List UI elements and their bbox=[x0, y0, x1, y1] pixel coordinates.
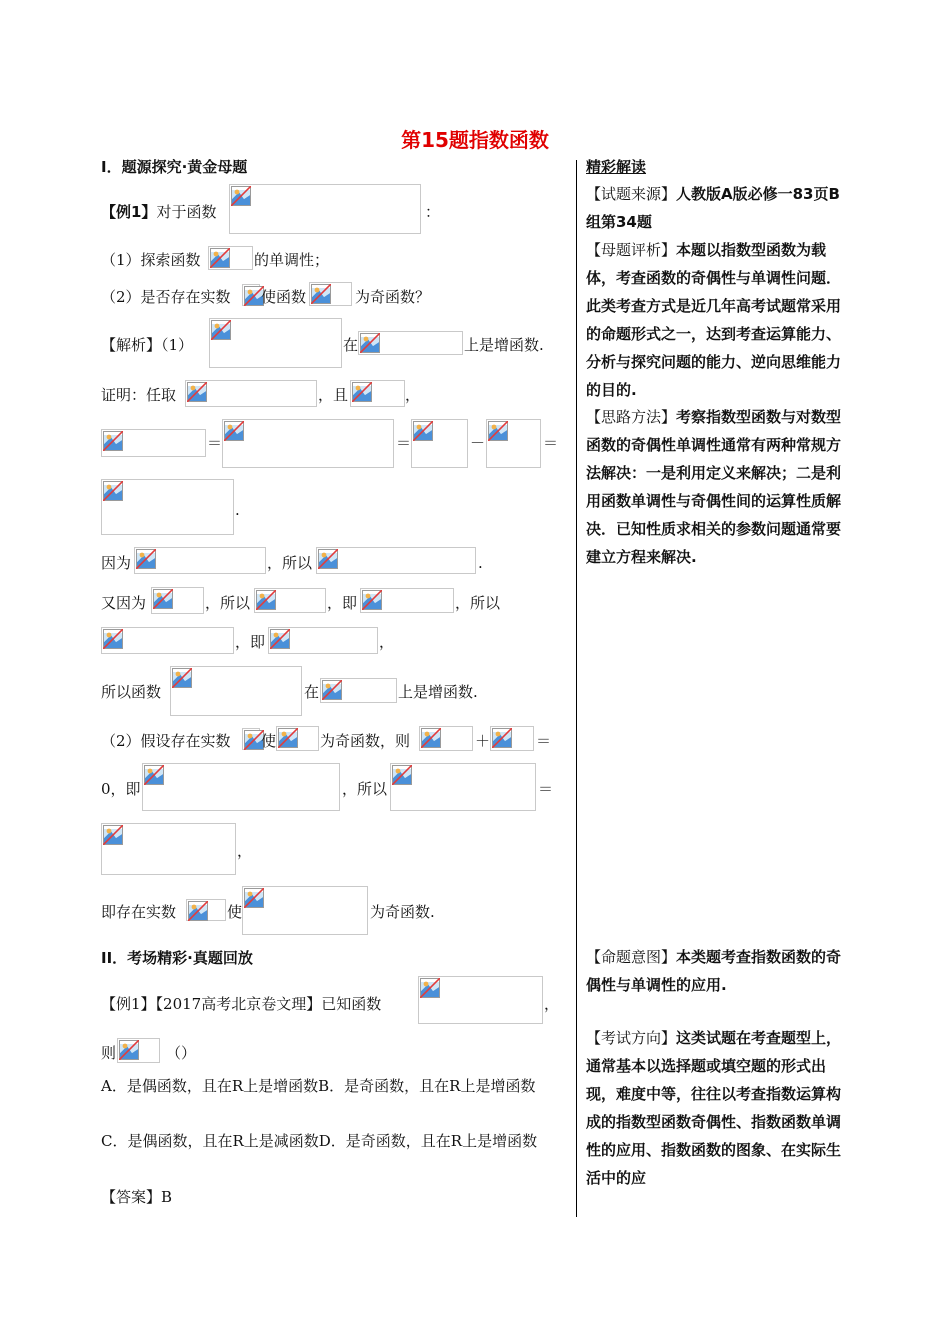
broken-image-icon bbox=[392, 765, 412, 785]
formula-image bbox=[101, 429, 206, 457]
broken-image-icon bbox=[103, 431, 123, 451]
formula-image bbox=[390, 763, 536, 811]
formula-image bbox=[170, 666, 302, 716]
ie2: ，即 bbox=[235, 633, 266, 651]
source-text: 人教版A版必修一83页B组第34题 bbox=[586, 185, 840, 231]
so2: ，所以 bbox=[455, 594, 501, 612]
so: ，所以 bbox=[267, 554, 313, 572]
broken-image-icon bbox=[360, 333, 380, 353]
q2-post: 为奇函数？ bbox=[355, 288, 431, 306]
formula-image bbox=[101, 479, 234, 535]
solution-part1: （1） bbox=[161, 336, 194, 354]
broken-image-icon bbox=[256, 590, 276, 610]
formula-image bbox=[242, 886, 368, 935]
q1-pre: （1）探索函数 bbox=[101, 251, 201, 269]
broken-image-icon bbox=[278, 728, 298, 748]
broken-image-icon bbox=[103, 481, 123, 501]
exists-pre: 即存在实数 bbox=[101, 903, 177, 921]
ie: ，即 bbox=[327, 594, 358, 612]
formula-image bbox=[186, 899, 226, 921]
source-tag: 【试题来源】 bbox=[586, 185, 677, 203]
section2-heading: II．考场精彩·真题回放 bbox=[101, 949, 253, 967]
broken-image-icon bbox=[136, 549, 156, 569]
formula-image bbox=[208, 246, 253, 270]
formula-image bbox=[360, 588, 454, 613]
colon: ： bbox=[425, 203, 441, 221]
options-cd: C．是偶函数，且在R上是减函数D．是奇函数，且在R上是增函数 bbox=[101, 1132, 538, 1150]
broken-image-icon bbox=[231, 186, 251, 206]
formula-image bbox=[254, 588, 326, 613]
formula-image bbox=[309, 282, 352, 306]
equals-sign: ＝ bbox=[207, 434, 223, 452]
formula-image bbox=[490, 726, 534, 751]
formula-image bbox=[316, 547, 476, 574]
options-ab: A．是偶函数，且在R上是增函数B．是奇函数，且在R上是增函数 bbox=[101, 1077, 536, 1095]
sol-increasing: 上是增函数. bbox=[464, 336, 544, 354]
broken-image-icon bbox=[362, 590, 382, 610]
formula-image bbox=[350, 380, 405, 407]
proof-and: ，且 bbox=[318, 386, 349, 404]
example-label: 【例1】 bbox=[101, 203, 157, 221]
sidebar-analysis bbox=[586, 236, 846, 404]
broken-image-icon bbox=[103, 629, 123, 649]
exists-post: 为奇函数. bbox=[370, 903, 435, 921]
example-intro: 对于函数 bbox=[156, 203, 217, 221]
formula-image bbox=[222, 419, 394, 468]
formula-image bbox=[242, 728, 260, 750]
example2-source: 【2017高考北京卷文理】已知函数 bbox=[155, 995, 382, 1013]
q1-post: 的单调性； bbox=[254, 251, 330, 269]
then: 则 bbox=[101, 1044, 117, 1062]
formula-image bbox=[101, 823, 236, 875]
method-tag: 【思路方法】 bbox=[586, 408, 677, 426]
column-divider bbox=[576, 160, 577, 1217]
comma: ， bbox=[379, 633, 395, 651]
answer: 【答案】B bbox=[101, 1188, 173, 1206]
section1-heading: I．题源探究·黄金母题 bbox=[101, 158, 248, 176]
broken-image-icon bbox=[352, 382, 372, 402]
formula-image bbox=[151, 587, 204, 614]
broken-image-icon bbox=[103, 825, 123, 845]
comma: ， bbox=[544, 995, 560, 1013]
example2-label: 【例1】 bbox=[101, 995, 156, 1013]
broken-image-icon bbox=[311, 284, 331, 304]
part2-odd: 为奇函数，则 bbox=[320, 732, 411, 750]
part2-pre: （2）假设存在实数 bbox=[101, 732, 231, 750]
exists-make: 使 bbox=[227, 903, 243, 921]
formula-image bbox=[209, 318, 342, 368]
sol-at: 在 bbox=[343, 336, 359, 354]
equals-sign: ＝ bbox=[543, 434, 559, 452]
page-title: 第15题指数函数 bbox=[401, 128, 549, 152]
so3: ，所以 bbox=[342, 780, 388, 798]
formula-image bbox=[486, 419, 541, 468]
sidebar-direction bbox=[586, 1024, 846, 1192]
because: 因为 bbox=[101, 554, 132, 572]
broken-image-icon bbox=[224, 421, 244, 441]
formula-image bbox=[358, 331, 463, 355]
broken-image-icon bbox=[211, 320, 231, 340]
sidebar-intent bbox=[586, 943, 846, 999]
method-text: 考察指数型函数与对数型函数的奇偶性单调性通常有两种常规方法解决：一是利用定义来解决；二是利用函数单调性与奇偶性间的运算性质解决．已知性质求相关的参数问题通常要建立方程来解决. bbox=[586, 408, 842, 566]
equals-sign: ＝ bbox=[538, 780, 554, 798]
so: ，所以 bbox=[205, 594, 251, 612]
intent-tag: 【命题意图】 bbox=[586, 948, 677, 966]
answer-paren: （） bbox=[166, 1044, 197, 1062]
broken-image-icon bbox=[421, 728, 441, 748]
formula-image bbox=[134, 547, 266, 574]
formula-image bbox=[268, 627, 378, 654]
formula-image bbox=[185, 380, 317, 407]
broken-image-icon bbox=[488, 421, 508, 441]
formula-image bbox=[276, 726, 319, 751]
equals-sign: ＝ bbox=[396, 434, 412, 452]
intent-text: 本类题考查指数函数的奇偶性与单调性的应用. bbox=[586, 948, 842, 994]
so-function: 所以函数 bbox=[101, 683, 162, 701]
at: 在 bbox=[304, 683, 320, 701]
broken-image-icon bbox=[492, 728, 512, 748]
minus-sign: － bbox=[470, 434, 486, 452]
broken-image-icon bbox=[420, 978, 440, 998]
q2-mid: 使函数 bbox=[261, 288, 307, 306]
formula-image bbox=[229, 184, 421, 234]
broken-image-icon bbox=[413, 421, 433, 441]
formula-image bbox=[411, 419, 468, 468]
example2-line bbox=[101, 994, 381, 1014]
broken-image-icon bbox=[119, 1040, 139, 1060]
sidebar-heading: 精彩解读 bbox=[586, 158, 647, 176]
formula-image bbox=[418, 976, 543, 1024]
formula-image bbox=[242, 284, 260, 306]
part2-make: 使 bbox=[261, 732, 277, 750]
plus-sign: ＋ bbox=[475, 732, 491, 750]
sidebar-method bbox=[586, 403, 846, 571]
analysis-text: 本题以指数型函数为载体，考查函数的奇偶性与单调性问题．此类考查方式是近几年高考试题常采用的命题形式之一，达到考查运算能力、分析与探究问题的能力、逆向思维能力的目的. bbox=[586, 241, 842, 399]
sidebar-source bbox=[586, 180, 846, 236]
also-because: 又因为 bbox=[101, 594, 147, 612]
formula-image bbox=[117, 1038, 160, 1063]
formula-image bbox=[419, 726, 473, 751]
example-line bbox=[101, 202, 216, 222]
direction-tag: 【考试方向】 bbox=[586, 1029, 677, 1047]
broken-image-icon bbox=[318, 549, 338, 569]
broken-image-icon bbox=[172, 668, 192, 688]
broken-image-icon bbox=[187, 382, 207, 402]
broken-image-icon bbox=[188, 901, 208, 921]
broken-image-icon bbox=[144, 765, 164, 785]
solution-label: 【解析】 bbox=[101, 336, 162, 354]
q2-pre: （2）是否存在实数 bbox=[101, 288, 231, 306]
analysis-tag: 【母题评析】 bbox=[586, 241, 677, 259]
period: . bbox=[478, 554, 483, 572]
equals-sign: ＝ bbox=[536, 732, 552, 750]
comma: ， bbox=[237, 842, 253, 860]
broken-image-icon bbox=[210, 248, 230, 268]
formula-image bbox=[320, 678, 397, 703]
formula-image bbox=[142, 763, 340, 811]
increasing-end: 上是增函数. bbox=[398, 683, 478, 701]
proof-comma: ， bbox=[405, 386, 421, 404]
zero-ie: 0，即 bbox=[101, 780, 141, 798]
direction-text: 这类试题在考查题型上，通常基本以选择题或填空题的形式出现，难度中等，往往以考查指数运算构成的指数型函数奇偶性、指数函数单调性的应用、指数函数的图象、在实际生活中的应 bbox=[586, 1029, 842, 1187]
broken-image-icon bbox=[153, 589, 173, 609]
solution-line bbox=[101, 335, 193, 355]
formula-image bbox=[101, 627, 234, 654]
broken-image-icon bbox=[322, 680, 342, 700]
broken-image-icon bbox=[270, 629, 290, 649]
broken-image-icon bbox=[244, 888, 264, 908]
proof-pre: 证明：任取 bbox=[101, 386, 177, 404]
period: . bbox=[235, 501, 240, 519]
